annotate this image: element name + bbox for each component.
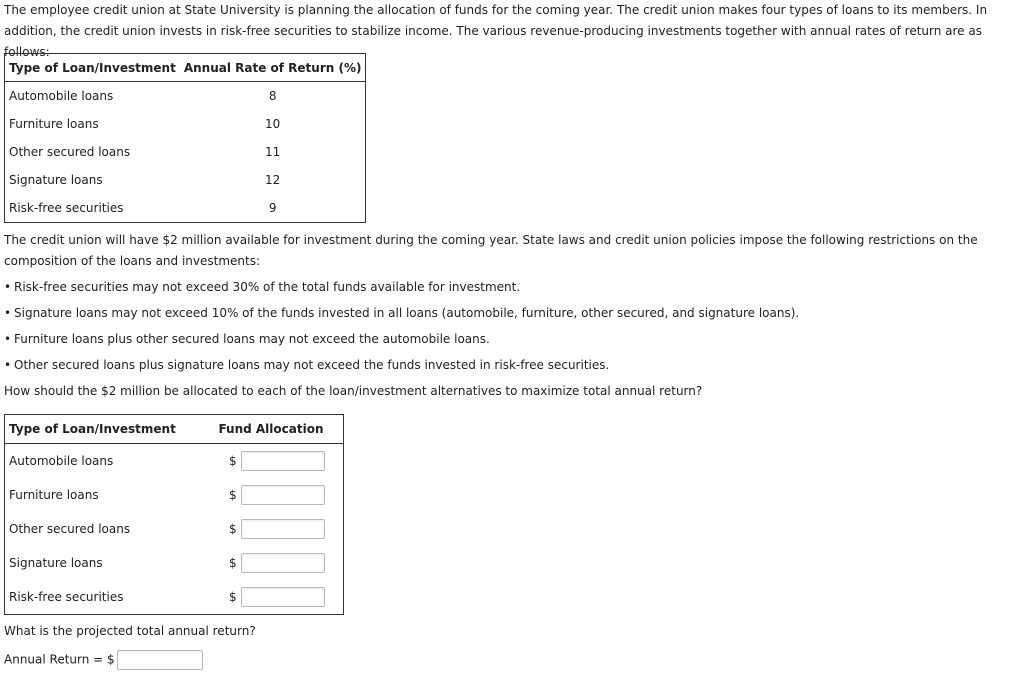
- alloc-type-cell: Risk-free securities: [9, 590, 124, 604]
- restriction-item: [4, 304, 799, 322]
- rates-rate-cell: 12: [265, 173, 281, 187]
- table-row: [5, 580, 344, 615]
- table-row: [5, 546, 344, 580]
- restriction-text: Other secured loans plus signature loans may not exceed the funds invested in risk-free securities.: [14, 358, 610, 372]
- allocation-table: [4, 414, 344, 615]
- annual-return-row: [4, 650, 203, 670]
- bullet-icon: •: [4, 358, 12, 372]
- rates-rate-cell: 8: [268, 89, 277, 103]
- currency-symbol: $: [228, 589, 237, 604]
- signature-loans-input[interactable]: [241, 553, 325, 573]
- rates-rate-cell: 9: [268, 201, 277, 215]
- restriction-text: Risk-free securities may not exceed 30% of the total funds available for investment.: [14, 280, 521, 294]
- rates-header-type: Type of Loan/Investment: [5, 54, 180, 82]
- risk-free-securities-input[interactable]: [241, 587, 325, 607]
- question-allocation: How should the $2 million be allocated to each of the loan/investment alternatives to maximize total annual return?: [4, 384, 703, 398]
- table-row: [5, 194, 366, 223]
- alloc-type-cell: Furniture loans: [9, 488, 99, 502]
- annual-return-label: Annual Return =: [4, 652, 108, 667]
- table-row: [5, 444, 344, 479]
- furniture-loans-input[interactable]: [241, 485, 325, 505]
- restriction-text: Signature loans may not exceed 10% of the funds invested in all loans (automobile, furniture, other secured, and signature loans).: [14, 306, 800, 320]
- alloc-input-cell: [199, 546, 344, 580]
- bullet-icon: •: [4, 332, 12, 346]
- alloc-type-cell: Other secured loans: [9, 522, 131, 536]
- rates-type-cell: Furniture loans: [9, 117, 99, 131]
- currency-symbol: $: [228, 555, 237, 570]
- rates-rate-cell: 11: [265, 145, 281, 159]
- alloc-type-cell: Signature loans: [9, 556, 103, 570]
- rates-type-cell: Other secured loans: [9, 145, 131, 159]
- table-row: [5, 110, 366, 138]
- currency-symbol: $: [228, 487, 237, 502]
- alloc-input-cell: [199, 580, 344, 615]
- restriction-item: [4, 330, 490, 348]
- alloc-type-cell: Automobile loans: [9, 454, 114, 468]
- rates-type-cell: Signature loans: [9, 173, 103, 187]
- currency-symbol: $: [228, 453, 237, 468]
- rates-type-cell: Automobile loans: [9, 89, 114, 103]
- table-row: [5, 166, 366, 194]
- alloc-header-fund: Fund Allocation: [199, 415, 344, 444]
- currency-symbol: $: [107, 652, 115, 667]
- rates-header-rate: Annual Rate of Return (%): [180, 54, 366, 82]
- annual-return-input[interactable]: [117, 650, 203, 670]
- alloc-input-cell: [199, 444, 344, 479]
- table-row: [5, 82, 366, 111]
- rates-table: [4, 53, 366, 223]
- automobile-loans-input[interactable]: [241, 451, 325, 471]
- table-row: [5, 478, 344, 512]
- rates-rate-cell: 10: [265, 117, 281, 131]
- bullet-icon: •: [4, 306, 12, 320]
- rates-type-cell: Risk-free securities: [9, 201, 124, 215]
- table-row: [5, 138, 366, 166]
- alloc-input-cell: [199, 478, 344, 512]
- restriction-item: [4, 278, 520, 296]
- restriction-item: [4, 356, 609, 374]
- intro-paragraph: The employee credit union at State University is planning the allocation of funds for the coming year. The credit union makes four types of loans to its members. In addition, the credit union invests in risk-free securities to stabilize income. The various revenue-producing investments together with annual rates of return are as follows:: [4, 3, 988, 59]
- alloc-header-type: Type of Loan/Investment: [5, 415, 199, 444]
- question-annual-return: What is the projected total annual return?: [4, 624, 256, 638]
- currency-symbol: $: [228, 521, 237, 536]
- table-row: [5, 512, 344, 546]
- restrictions-intro: The credit union will have $2 million available for investment during the coming year. State laws and credit union policies impose the following restrictions on the composition of the loans and investments:: [4, 233, 978, 268]
- alloc-input-cell: [199, 512, 344, 546]
- restriction-text: Furniture loans plus other secured loans may not exceed the automobile loans.: [14, 332, 490, 346]
- bullet-icon: •: [4, 280, 12, 294]
- other-secured-loans-input[interactable]: [241, 519, 325, 539]
